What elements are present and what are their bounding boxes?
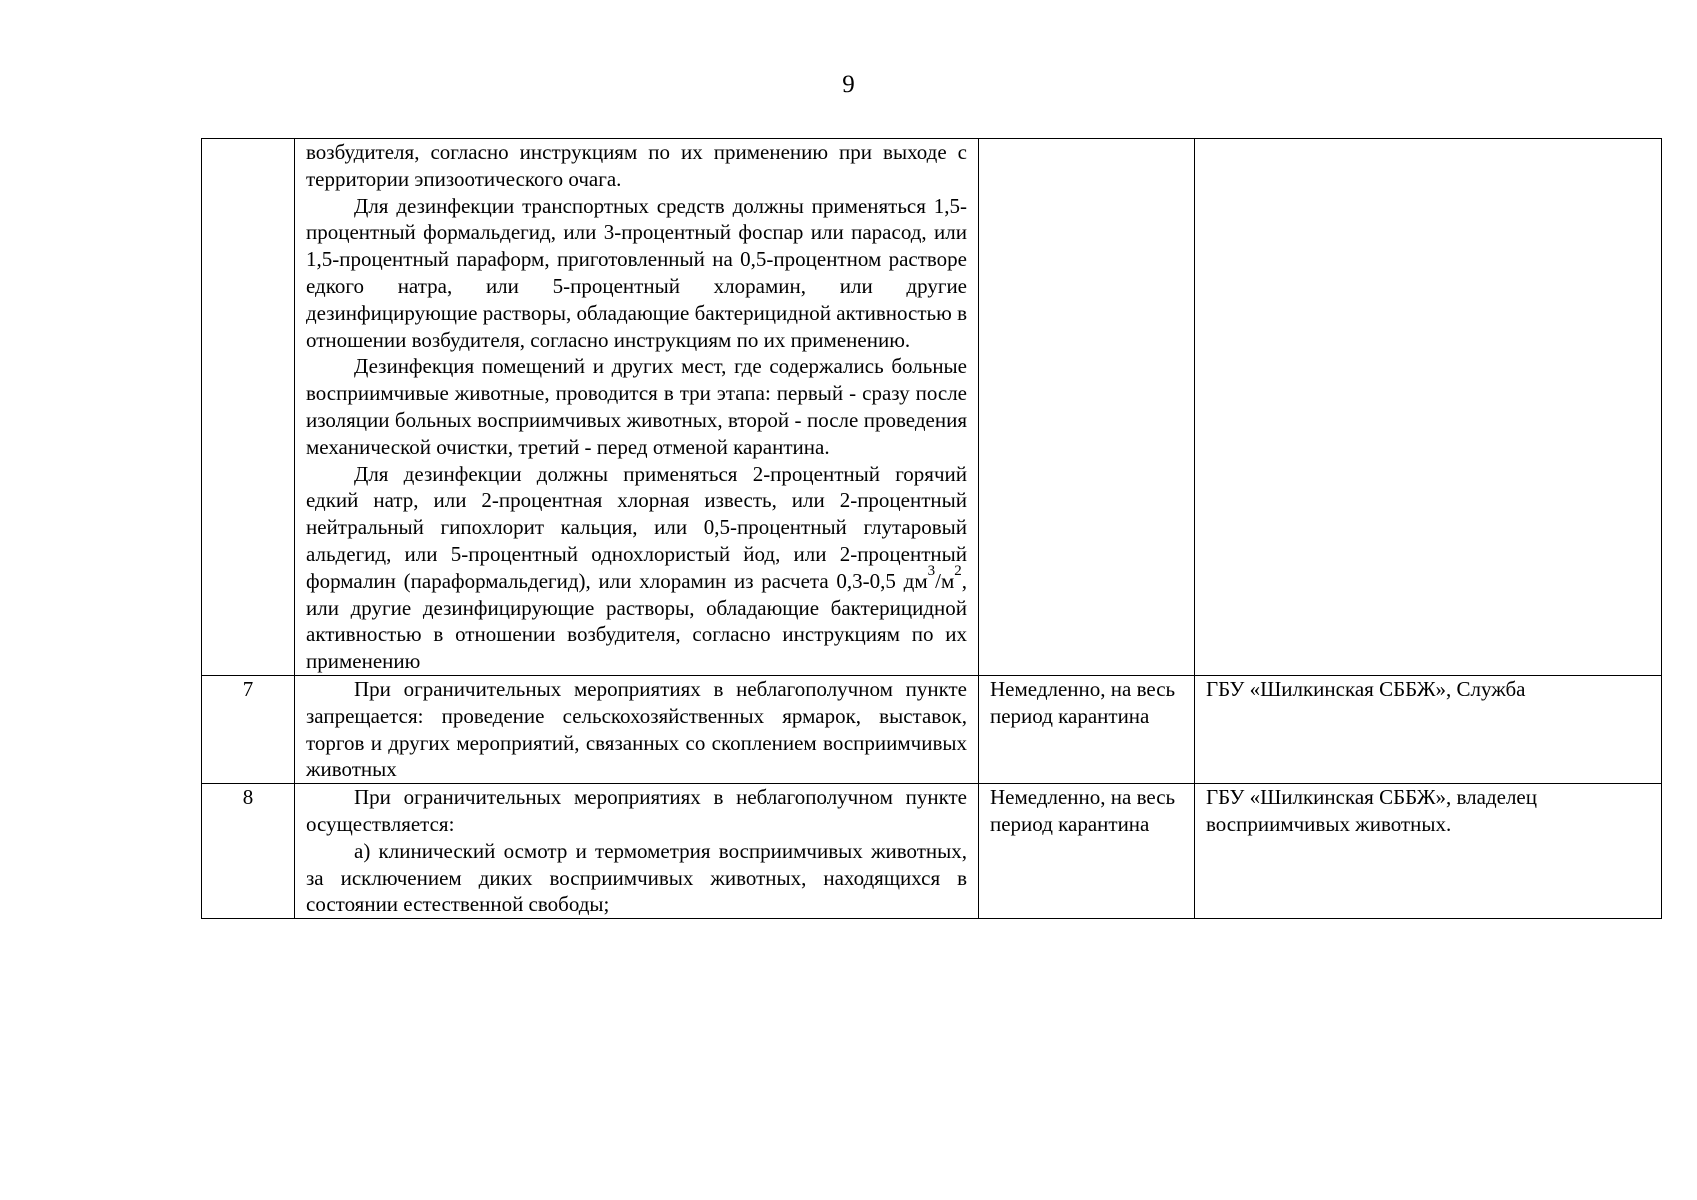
page-number: 9 [842,71,855,98]
term-cell: Немедленно, на весь период карантина [979,675,1195,783]
measure-paragraph: Дезинфекция помещений и других мест, где содержались больные восприимчивые животные, проводится в три этапа: первый - сразу после изоляции больных восприимчивых животных, второй - после проведения механической очистки, третий - перед отменой карантина. [306,354,967,459]
responsible-cell: ГБУ «Шилкинская СББЖ», Служба [1195,675,1662,783]
measure-paragraph [306,461,967,675]
measure-paragraph: Для дезинфекции транспортных средств должны применяться 1,5-процентный формальдегид, или 3-процентный фоспар или парасод, или 1,5-процентный параформ, приготовленный на 0,5-процентном растворе едкого натра, или 5-процентный хлорамин, или другие дезинфицирующие растворы, обладающие бактерицидной активностью в отношении возбудителя, согласно инструкциям по их применению. [306,193,967,352]
superscript: 2 [954,562,962,579]
measure-cell [295,139,979,676]
measure-paragraph: При ограничительных мероприятиях в неблагополучном пункте запрещается: проведение сельскохозяйственных ярмарок, выставок, торгов и других мероприятий, связанных со скоплением восприимчивых животных [306,676,967,782]
measure-paragraph: При ограничительных мероприятиях в неблагополучном пункте осуществляется: [306,785,967,836]
measure-cell [295,784,979,919]
paragraph-text: /м [935,568,955,593]
measures-table [201,138,1662,919]
measure-paragraph: а) клинический осмотр и термометрия восприимчивых животных, за исключением диких восприимчивых животных, находящихся в состоянии естественной свободы; [306,838,967,917]
superscript: 3 [927,562,936,579]
measure-cell [295,675,979,783]
row-number: 7 [202,675,295,783]
measure-paragraph: возбудителя, согласно инструкциям по их применению при выходе с территории эпизоотического очага. [306,140,967,191]
responsible-cell: ГБУ «Шилкинская СББЖ», владелец восприимчивых животных. [1195,784,1662,919]
row-number [202,139,295,676]
paragraph-text: Для дезинфекции должны применяться 2-процентный горячий едкий натр, или 2-процентная хлорная известь, или 2-процентный нейтральный гипохлорит кальция, или 0,5-процентный глутаровый альдегид, или 5-процентный однохлористый йод, или 2-процентный формалин (параформальдегид), или хлорамин из расчета 0,3-0,5 дм [306,461,967,593]
table-row [202,784,1662,919]
responsible-cell [1195,139,1662,676]
paragraph-text: , или другие дезинфицирующие растворы, обладающие бактерицидной активностью в отношении возбудителя, согласно инструкциям по их применению [306,568,967,674]
table-row [202,675,1662,783]
table-row [202,139,1662,676]
term-cell [979,139,1195,676]
row-number: 8 [202,784,295,919]
term-cell: Немедленно, на весь период карантина [979,784,1195,919]
